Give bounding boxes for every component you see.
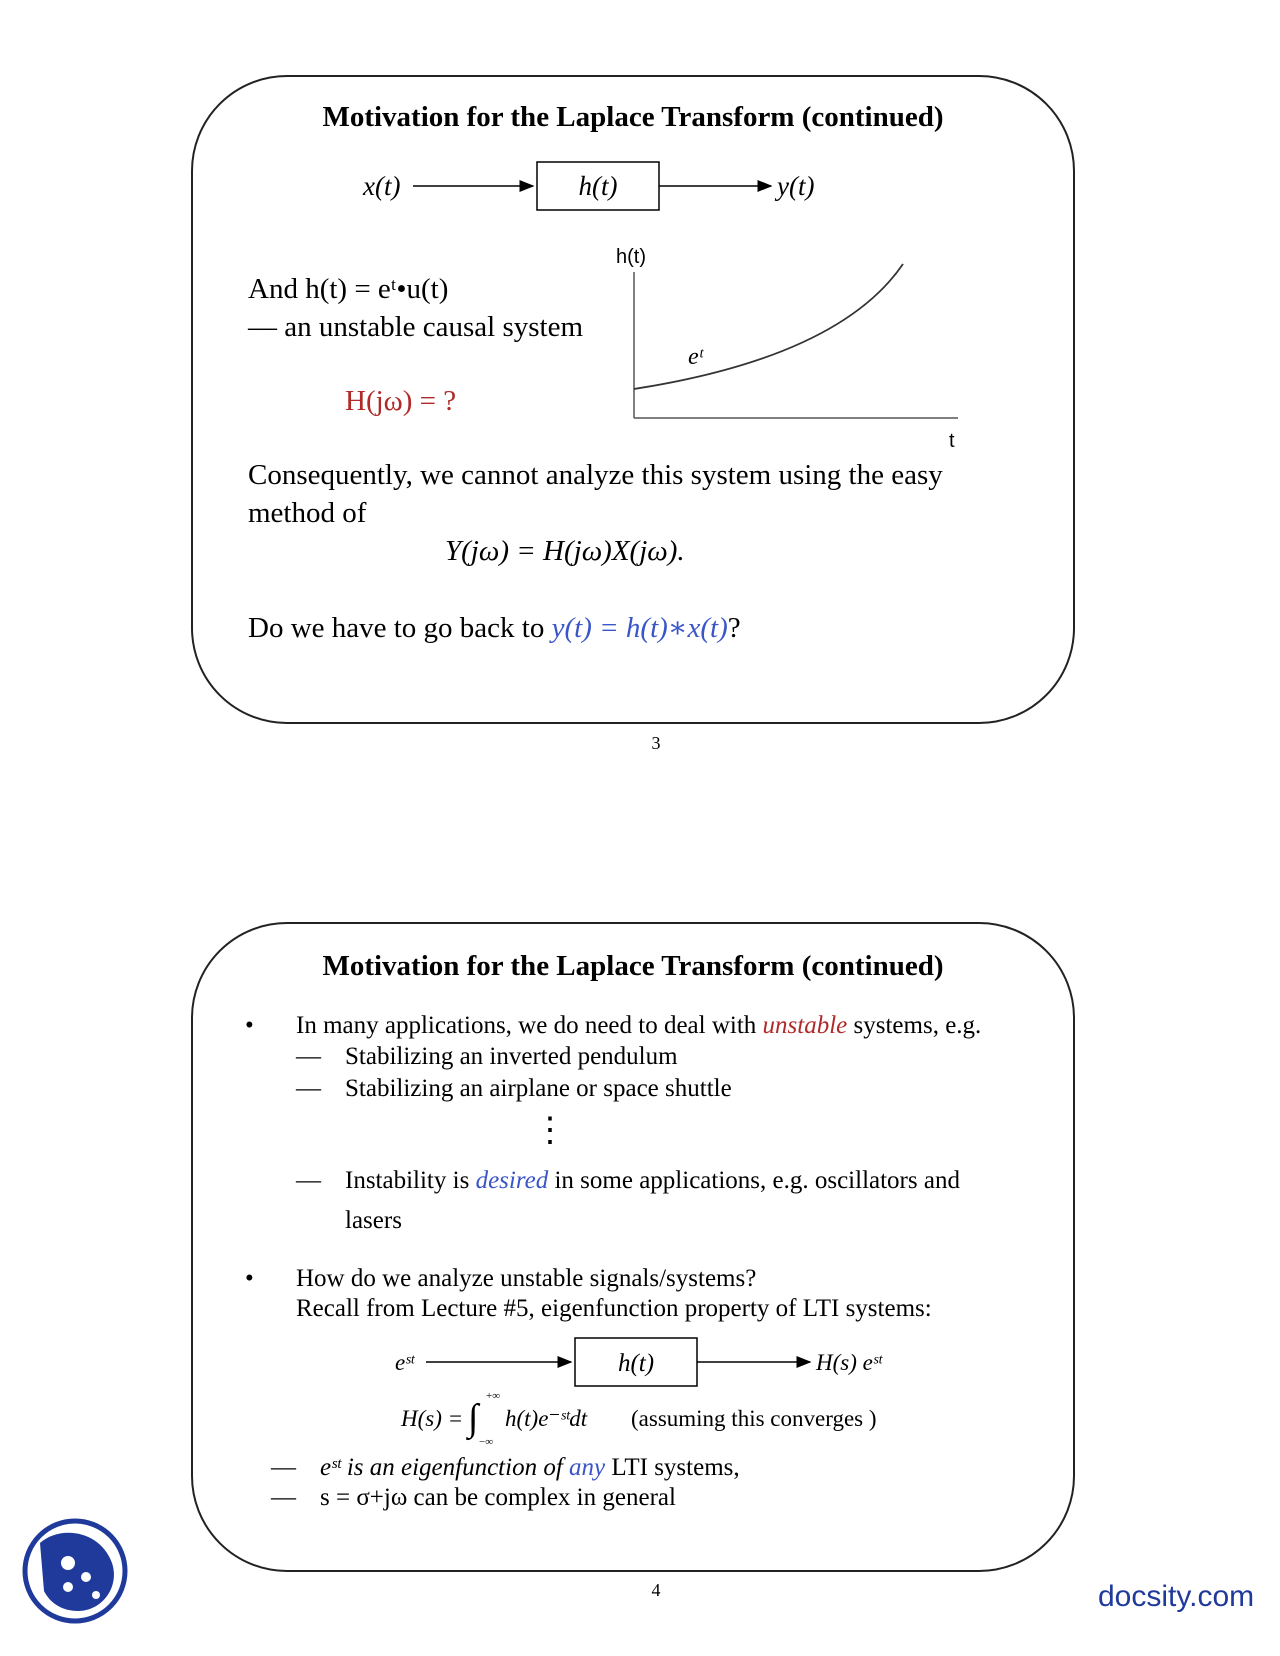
sub-3-after: in some applications, e.g. oscillators and bbox=[548, 1167, 960, 1194]
line-a-before: eˢᵗ is an eigenfunction of bbox=[320, 1454, 570, 1481]
vertical-ellipsis: ⋮ bbox=[533, 1112, 567, 1149]
hs-integrand: h(t)e⁻ˢᵗdt bbox=[505, 1406, 588, 1431]
block-output-label: y(t) bbox=[777, 171, 815, 201]
block4-input-label: eˢᵗ bbox=[395, 1350, 414, 1375]
docsity-brand-link[interactable]: docsity.com bbox=[1098, 1580, 1255, 1613]
sub-3-emph: desired bbox=[475, 1167, 549, 1194]
question-suffix: ? bbox=[727, 612, 741, 644]
bullet-1-emph: unstable bbox=[762, 1012, 848, 1039]
line-b-dash: — bbox=[271, 1484, 296, 1511]
slide-3-title: Motivation for the Laplace Transform (continued) bbox=[322, 101, 944, 133]
question-h-jw: H(jω) = ? bbox=[345, 385, 457, 417]
sub-2-text: Stabilizing an airplane or space shuttle bbox=[345, 1075, 732, 1102]
hs-lhs: H(s) = bbox=[401, 1406, 464, 1431]
docsity-logo-icon[interactable] bbox=[20, 1515, 130, 1627]
line-unstable-system: –– an unstable causal system bbox=[248, 311, 584, 343]
exp-graph bbox=[593, 242, 973, 457]
bullet-1-before: In many applications, we do need to deal with bbox=[296, 1012, 763, 1039]
para-method-of: method of bbox=[248, 497, 367, 529]
line-a-dash: — bbox=[271, 1454, 296, 1481]
slide-4 bbox=[191, 922, 1075, 1572]
sub-3-before: Instability is bbox=[345, 1167, 476, 1194]
sub-1-dash: — bbox=[296, 1043, 321, 1070]
graph-xlabel: t bbox=[949, 430, 955, 452]
curve-label: eᵗ bbox=[688, 344, 703, 370]
slide-4-title: Motivation for the Laplace Transform (continued) bbox=[322, 950, 944, 982]
line-a-text bbox=[320, 1454, 740, 1482]
bullet-1-marker: • bbox=[245, 1012, 254, 1039]
bullet-1-text bbox=[296, 1012, 981, 1040]
hs-note: (assuming this converges ) bbox=[631, 1406, 877, 1431]
block-diagram-4 bbox=[393, 1334, 893, 1394]
slide-3 bbox=[191, 75, 1075, 724]
graph-ylabel: h(t) bbox=[616, 246, 646, 268]
integral-lower: −∞ bbox=[479, 1436, 494, 1448]
sub-3-text-cont: lasers bbox=[345, 1207, 402, 1234]
page-number-4: 4 bbox=[651, 1580, 661, 1600]
sub-3-dash: — bbox=[296, 1167, 321, 1194]
integral-sign: ∫ bbox=[468, 1397, 479, 1439]
line-a-emph: any bbox=[569, 1454, 606, 1481]
sub-3-text bbox=[345, 1167, 960, 1195]
bullet-2-line-1: How do we analyze unstable signals/systems? bbox=[296, 1265, 757, 1292]
sub-2-dash: — bbox=[296, 1075, 321, 1102]
bullet-1-after: systems, e.g. bbox=[847, 1012, 982, 1039]
integral-upper: +∞ bbox=[486, 1390, 501, 1402]
question-convolution bbox=[248, 610, 741, 645]
line-h-definition: And h(t) = eᵗ•u(t) bbox=[248, 273, 449, 305]
question-prefix: Do we have to go back to bbox=[248, 612, 552, 644]
sub-1-text: Stabilizing an inverted pendulum bbox=[345, 1043, 678, 1070]
block-box-label: h(t) bbox=[578, 171, 618, 201]
line-b-text: s = σ+jω can be complex in general bbox=[320, 1484, 676, 1511]
page-number-3: 3 bbox=[651, 733, 661, 753]
block4-output-label: H(s) eˢᵗ bbox=[816, 1350, 882, 1375]
block-input-label: x(t) bbox=[363, 171, 401, 201]
block4-box-label: h(t) bbox=[617, 1350, 655, 1377]
para-consequently: Consequently, we cannot analyze this system using the easy bbox=[248, 459, 943, 491]
bullet-2-marker: • bbox=[245, 1265, 254, 1292]
bullet-2-line-2: Recall from Lecture #5, eigenfunction property of LTI systems: bbox=[296, 1295, 932, 1322]
equation-ujw: Y(jω) = H(jω)X(jω). bbox=[445, 535, 685, 567]
exp-curve bbox=[634, 264, 903, 389]
block-diagram-3 bbox=[333, 157, 833, 217]
convolution-formula: y(t) = h(t)∗x(t) bbox=[551, 612, 728, 644]
line-a-after: LTI systems, bbox=[605, 1454, 740, 1481]
